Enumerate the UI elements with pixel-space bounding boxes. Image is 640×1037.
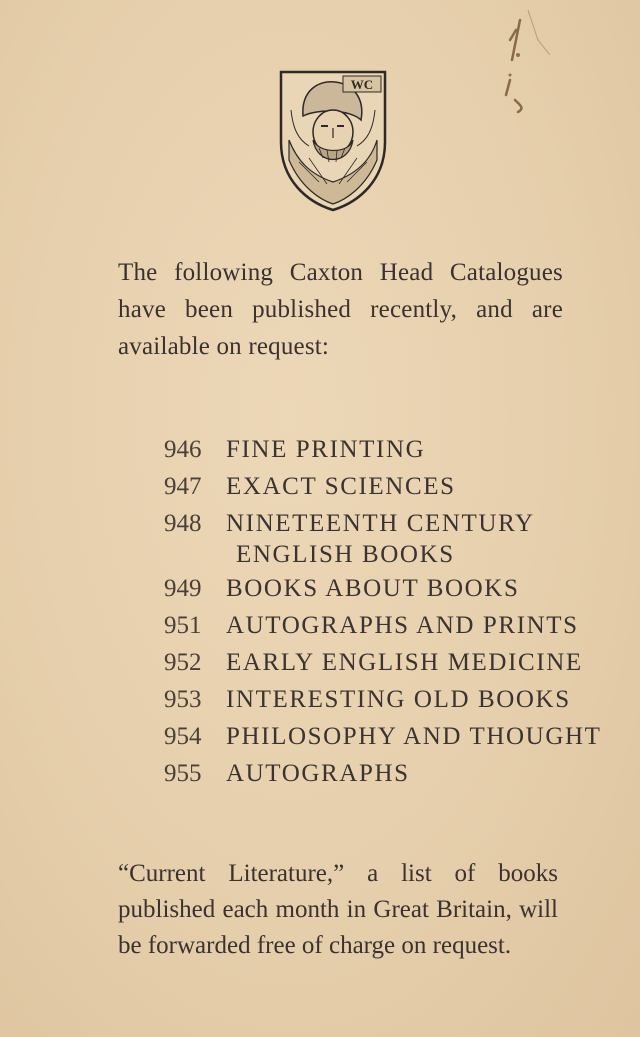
list-item	[150, 506, 620, 569]
catalogue-title: BOOKS ABOUT BOOKS	[226, 575, 520, 602]
catalogue-title: AUTOGRAPHS AND PRINTS	[226, 612, 579, 639]
catalogue-title: PHILOSOPHY AND THOUGHT	[226, 723, 602, 750]
catalogue-list	[150, 432, 620, 793]
catalogue-subtitle: ENGLISH BOOKS	[236, 541, 455, 568]
catalogue-number: 953	[164, 686, 202, 713]
catalogue-title-block	[226, 506, 535, 569]
catalogue-title: EXACT SCIENCES	[226, 473, 456, 500]
catalogue-number: 955	[164, 760, 202, 787]
catalogue-number: 948	[164, 510, 202, 537]
caxton-portrait-icon	[279, 70, 387, 212]
catalogue-number: 951	[164, 612, 202, 639]
catalogue-title: INTERESTING OLD BOOKS	[226, 686, 571, 713]
list-item	[150, 469, 620, 504]
ink-stain	[480, 0, 590, 120]
catalogue-number: 952	[164, 649, 202, 676]
catalogue-title: NINETEENTH CENTURY	[226, 510, 535, 537]
catalogue-title: FINE PRINTING	[226, 436, 426, 463]
list-item	[150, 756, 620, 791]
catalogue-title: AUTOGRAPHS	[226, 760, 410, 787]
emblem-monogram: WC	[350, 77, 374, 92]
catalogue-number: 954	[164, 723, 202, 750]
catalogue-title: EARLY ENGLISH MEDICINE	[226, 649, 583, 676]
list-item	[150, 719, 620, 754]
list-item	[150, 682, 620, 717]
list-item	[150, 645, 620, 680]
footer-paragraph: “Current Literature,” a list of books published each month in Great Britain, will be forwarded free of charge on request.	[118, 860, 558, 959]
catalogue-number: 947	[164, 473, 202, 500]
list-item	[150, 608, 620, 643]
intro-paragraph: The following Caxton Head Catalogues have been published recently, and are available on request:	[118, 259, 563, 360]
catalogue-number: 946	[164, 436, 202, 463]
catalogue-number: 949	[164, 575, 202, 602]
list-item	[150, 571, 620, 606]
list-item	[150, 432, 620, 467]
